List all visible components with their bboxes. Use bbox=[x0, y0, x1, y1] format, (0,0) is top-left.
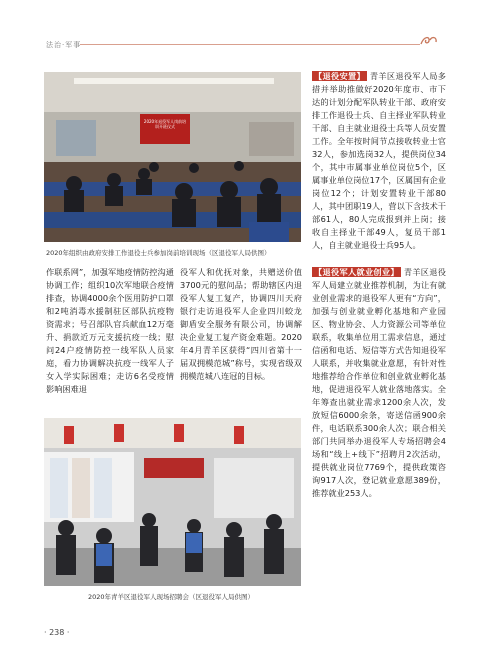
middle-column-text: 役军人和优抚对象，共赠送价值3700元的慰问品；帮助辖区内退役军人复工复产，协调四川天府银行走访退役军人企业四川蛟龙御盾安全服务有限公司，协调解决企业复工复产资金难题。2020年4月青羊区获得“四川省第十一届双拥模范城”称号，实现省级双拥模范城八连冠的目标。 bbox=[180, 267, 302, 381]
page-header bbox=[0, 0, 480, 48]
employment-paragraph bbox=[312, 266, 446, 500]
right-column bbox=[312, 70, 446, 500]
photo-caption-2: 2020年青羊区退役军人现场招聘会（区退役军人局供图） bbox=[88, 593, 255, 601]
ornament-icon bbox=[420, 34, 438, 46]
resettlement-tag: 【退役安置】 bbox=[314, 71, 365, 81]
job-fair-photo bbox=[44, 418, 301, 586]
section-label: 法治·军事 bbox=[46, 41, 82, 49]
training-banner: 2020年退役军人岗前培训开班仪式 bbox=[143, 119, 187, 129]
page-number: · 238 · bbox=[44, 628, 70, 637]
resettlement-text: 青羊区退役军人局多措并举助推做好2020年度市、市下达的计划分配军队转业干部、政府安排工作退役士兵、自主择业军队转业干部、自主就业退役士兵等人员安置工作。全年按时间节点接收转业士官32人，参加选岗32人，提供岗位34个，其中市属事业单位岗位5个，区属事业单位岗位17个，区属国有企业岗位12个；计划安置转业干部80人，其中团职19人，营以下含技术干部61人，80人完成报到并上岗；接收自主择业干部49人，复员干部1人，自主就业退役士兵95人。 bbox=[312, 71, 446, 250]
photo-caption-1: 2020年组织由政府安排工作退役士兵参加岗前培训现场（区退役军人局供图） bbox=[46, 249, 271, 257]
left-column bbox=[46, 266, 174, 396]
resettlement-paragraph bbox=[312, 70, 446, 252]
left-column-text: 作联系网”，加强军地疫情防控沟通协调工作；组织10次军地联合疫情排查，协调4000余个医用防护口罩和2吨消毒水援制驻区部队抗疫物资需求；号召部队官兵献血12万毫升、捐款近万元支援抗疫一线；慰问24户疫情防控一线军队人员家庭，看力协调解决抗疫一线军人子女入学实际困难；走访6名受疫情影响困难退 bbox=[46, 267, 174, 394]
employment-text: 青羊区退役军人局建立就业推荐机制，为让有就业创业需求的退役军人更有“方向”，加强与创业就业孵化基地和产业园区、物业协会、人力资源公司等单位联系，收集单位用工需求信息，通过信函和电话、短信等方式告知退役军人联系，并收集就业意愿，有针对性地推荐给合作单位和创业就业孵化基地，促进退役军人就业落地落实。全年筹查出就业需求1200余人次，发放短信6000余条，寄送信函900余件，电话联系300余人次；联合相关部门共同举办退役军人专场招聘会4场和“线上+线下”招聘月2次活动，提供就业岗位7769个，提供政策咨询917人次，登记就业意愿389份，推荐就业253人。 bbox=[312, 267, 446, 498]
header-rule bbox=[80, 44, 420, 45]
middle-column bbox=[180, 266, 302, 383]
employment-tag: 【退役军人就业创业】 bbox=[314, 267, 399, 277]
training-photo bbox=[44, 72, 301, 242]
